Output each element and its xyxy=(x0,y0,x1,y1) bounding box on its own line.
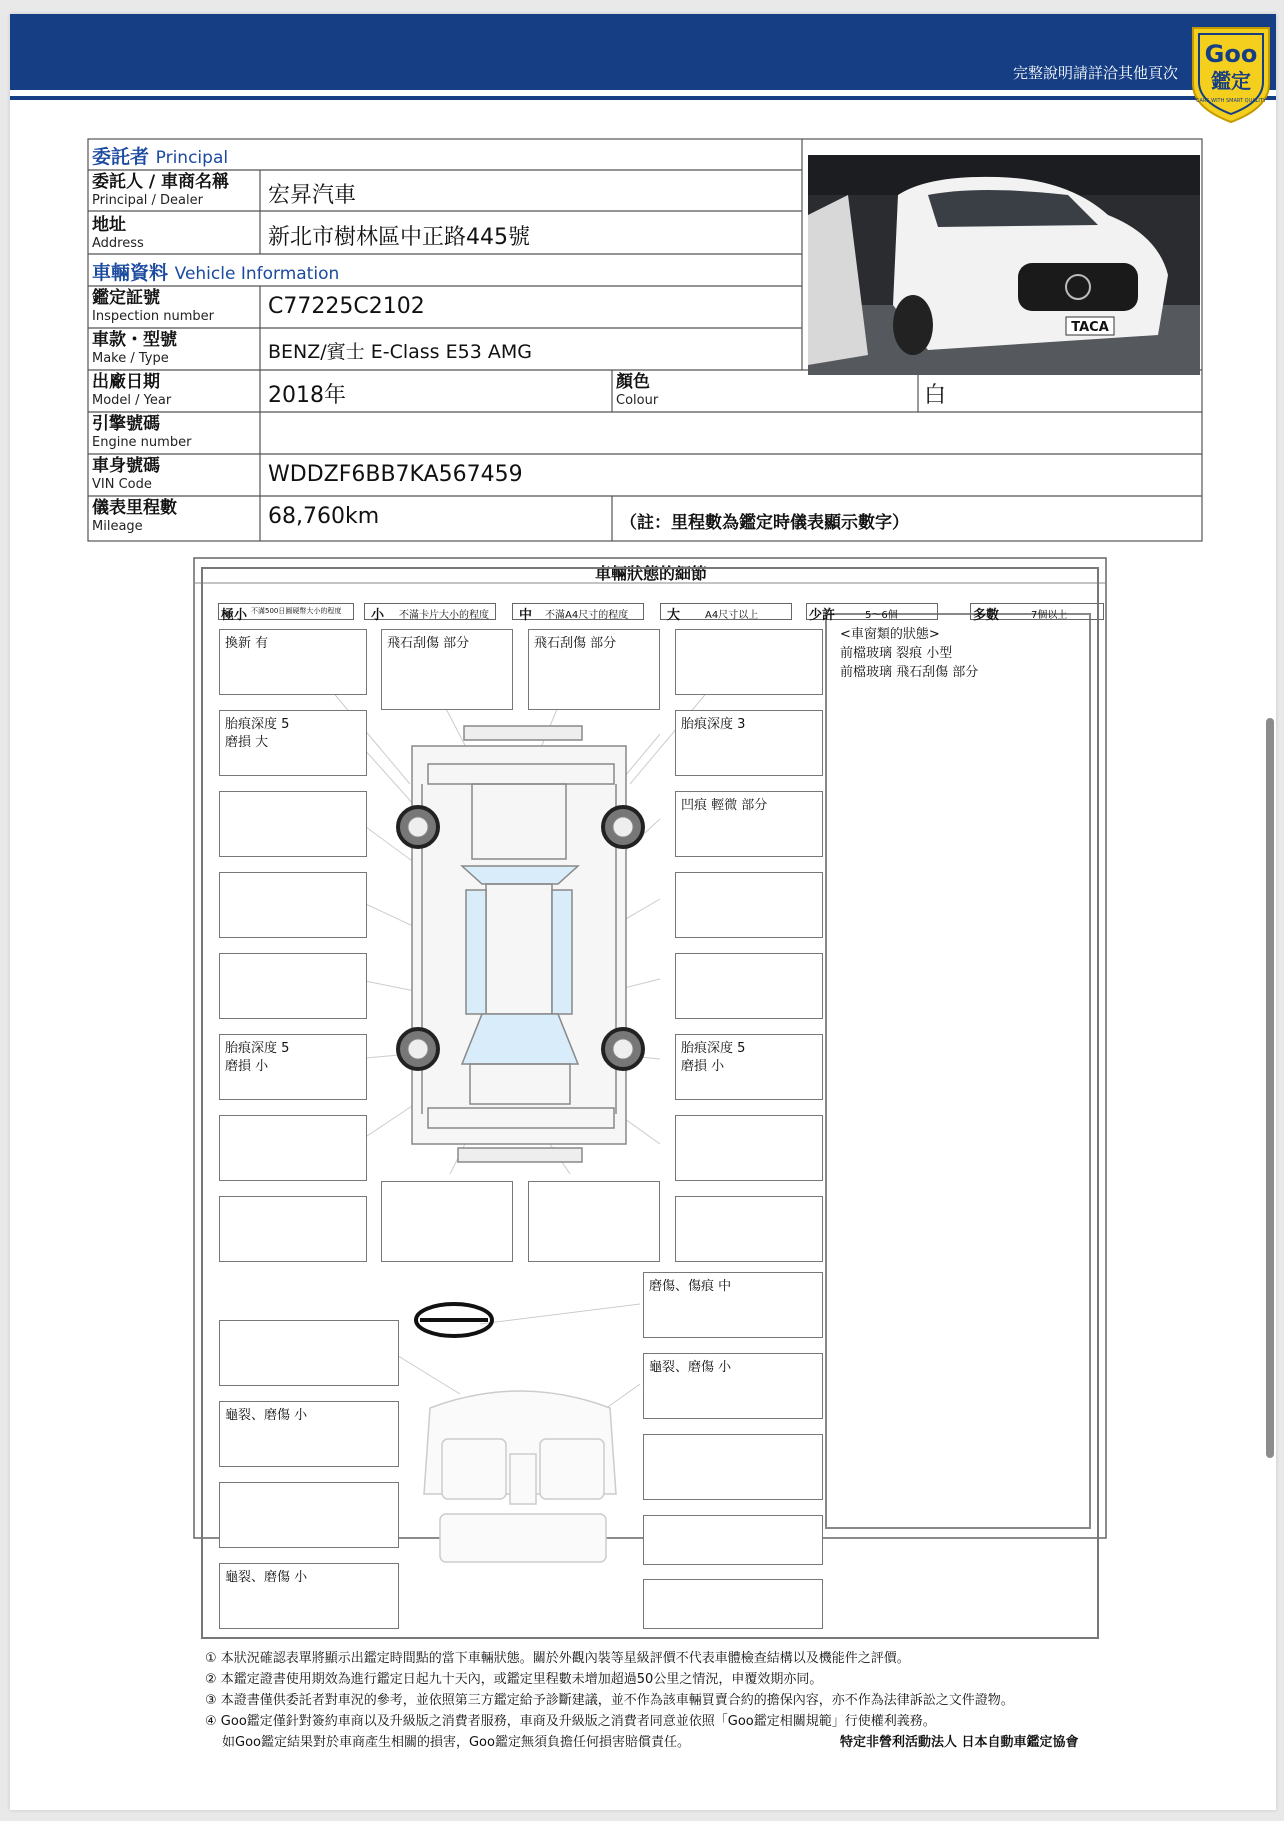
condition-box: 飛石刮傷 部分 xyxy=(528,629,660,710)
note-line: ③ 本證書僅供委託者對車況的參考，並依照第三方鑑定給予診斷建議，並不作為該車輛買賣合約的擔保內容，亦不作為法律訴訟之文件證物。 xyxy=(205,1693,1014,1708)
footer-organization: 特定非營利活動法人 日本自動車鑑定協會 xyxy=(840,1735,1079,1750)
note-line: ① 本狀況確認表單將顯示出鑑定時間點的當下車輛狀態。關於外觀內裝等星級評價不代表車體檢查結構以及機能件之評價。 xyxy=(205,1651,910,1666)
condition-box: 磨傷、傷痕 中 xyxy=(643,1272,823,1338)
legend-item: 大 A4尺寸以上 xyxy=(660,603,792,620)
logo-small-text: CARS WITH SMART QUALITY xyxy=(1195,98,1267,104)
condition-box: 胎痕深度 3 xyxy=(675,710,823,776)
condition-box: 龜裂、磨傷 小 xyxy=(219,1563,399,1629)
vin-value: WDDZF6BB7KA567459 xyxy=(268,462,523,487)
make-label: 車款・型號 xyxy=(92,330,177,350)
colour-label: 顏色 xyxy=(616,372,650,392)
legend-item: 少許 5～6個 xyxy=(806,603,938,620)
legend-item: 極小 不滿500日圓硬幣大小的程度 xyxy=(218,603,354,620)
condition-box: 換新 有 xyxy=(219,629,367,695)
condition-box: 飛石刮傷 部分 xyxy=(381,629,513,710)
year-label: 出廠日期 xyxy=(92,372,160,392)
inspection-value: C77225C2102 xyxy=(268,294,425,319)
make-label-en: Make / Type xyxy=(92,351,169,366)
year-label-en: Model / Year xyxy=(92,393,172,408)
dealer-label: 委託人 / 車商名稱 xyxy=(92,172,230,192)
document-page xyxy=(10,14,1276,1810)
engine-label: 引擎號碼 xyxy=(92,414,160,434)
address-value: 新北市樹林區中正路445號 xyxy=(268,225,530,250)
vin-label-en: VIN Code xyxy=(92,477,152,492)
year-value: 2018年 xyxy=(268,383,346,408)
make-value: BENZ/賓士 E-Class E53 AMG xyxy=(268,341,532,363)
mileage-label: 儀表里程數 xyxy=(92,498,177,518)
condition-box: 胎痕深度 5 磨損 大 xyxy=(219,710,367,776)
note-line: ④ Goo鑑定僅針對簽約車商以及升級版之消費者服務，車商及升級版之消費者同意並依照「Goo鑑定相關規範」行使權利義務。 xyxy=(205,1714,936,1729)
note-line: 如Goo鑑定結果對於車商產生相關的損害，Goo鑑定無須負擔任何損害賠償責任。 xyxy=(222,1735,690,1750)
principal-section-title: 委託者 Principal xyxy=(92,146,229,168)
dealer-value: 宏昇汽車 xyxy=(268,183,357,208)
mileage-value: 68,760km xyxy=(268,504,380,529)
condition-box: 凹痕 輕微 部分 xyxy=(675,791,823,857)
dealer-label-en: Principal / Dealer xyxy=(92,193,203,208)
inspection-label: 鑑定証號 xyxy=(92,288,160,308)
address-label: 地址 xyxy=(92,215,126,235)
engine-label-en: Engine number xyxy=(92,435,192,450)
diagram-title: 車輛狀態的細節 xyxy=(595,564,708,583)
inspection-label-en: Inspection number xyxy=(92,309,215,324)
legend-item: 小 不滿卡片大小的程度 xyxy=(364,603,496,620)
condition-box: 胎痕深度 5 磨損 小 xyxy=(675,1034,823,1100)
legend-item: 中 不滿A4尺寸的程度 xyxy=(512,603,644,620)
logo-text-bottom: 鑑定 xyxy=(1211,69,1251,93)
note-line: ② 本鑑定證書使用期效為進行鑑定日起九十天內，或鑑定里程數未增加超過50公里之情況，申覆效期亦同。 xyxy=(205,1672,823,1687)
photo-plate-text: TACA xyxy=(1071,320,1109,335)
vin-label: 車身號碼 xyxy=(92,456,160,476)
colour-label-en: Colour xyxy=(616,393,659,408)
condition-box: 龜裂、磨傷 小 xyxy=(643,1353,823,1419)
address-label-en: Address xyxy=(92,236,144,251)
colour-value: 白 xyxy=(924,383,947,408)
mileage-note: （註：里程數為鑑定時儀表顯示數字） xyxy=(620,513,909,533)
legend-item: 多數 7個以上 xyxy=(970,603,1104,620)
logo-text-top: Goo xyxy=(1204,40,1258,68)
condition-box: 胎痕深度 5 磨損 小 xyxy=(219,1034,367,1100)
condition-box: 龜裂、磨傷 小 xyxy=(219,1401,399,1467)
scrollbar-thumb[interactable] xyxy=(1266,718,1274,1458)
vehicle-section-title: 車輛資料 Vehicle Information xyxy=(92,262,340,284)
header-note: 完整說明請詳洽其他頁次 xyxy=(1012,64,1178,82)
window-status-box: <車窗類的狀態> 前檔玻璃 裂痕 小型 前檔玻璃 飛石刮傷 部分 xyxy=(840,627,979,680)
mileage-label-en: Mileage xyxy=(92,519,143,534)
diagram-frame-lower xyxy=(10,14,1276,1714)
